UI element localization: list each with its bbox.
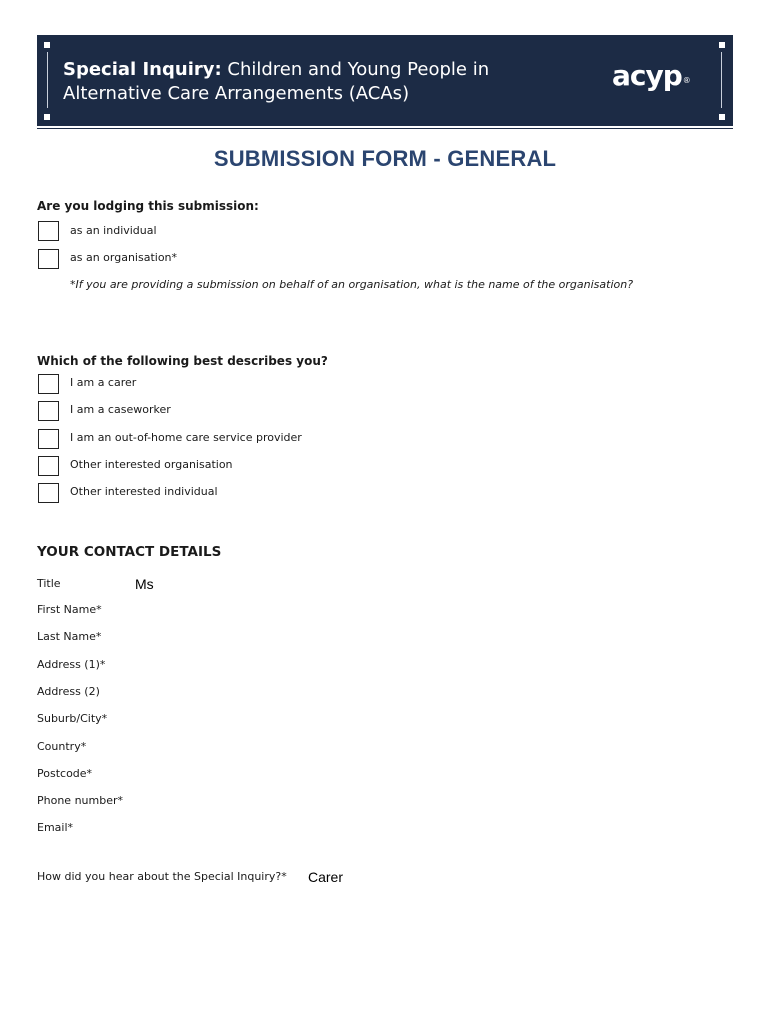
address2-label: Address (2) <box>37 685 100 698</box>
banner-corner-mark <box>44 114 50 120</box>
option-label-organisation: as an organisation* <box>70 251 178 264</box>
address1-field[interactable] <box>130 656 690 674</box>
checkbox-organisation[interactable] <box>38 249 59 269</box>
first-name-label: First Name* <box>37 603 102 616</box>
hear-about-field[interactable] <box>308 868 728 886</box>
banner-title-bold: Special Inquiry: <box>63 59 222 80</box>
address2-field[interactable] <box>130 683 690 701</box>
postcode-label: Postcode* <box>37 767 93 780</box>
banner-corner-mark <box>719 114 725 120</box>
checkbox-other-organisation[interactable] <box>38 456 59 476</box>
first-name-field[interactable] <box>130 601 690 619</box>
title-field[interactable] <box>135 575 695 593</box>
organisation-note: *If you are providing a submission on behalf of an organisation, what is the name of the organisation? <box>70 278 634 291</box>
email-field[interactable] <box>130 819 690 837</box>
describes-question: Which of the following best describes you? <box>37 354 328 368</box>
checkbox-service-provider[interactable] <box>38 429 59 449</box>
hear-about-label: How did you hear about the Special Inquiry?* <box>37 870 287 883</box>
option-label-caseworker: I am a caseworker <box>70 403 171 416</box>
checkbox-carer[interactable] <box>38 374 59 394</box>
option-label-other-organisation: Other interested organisation <box>70 458 233 471</box>
checkbox-other-individual[interactable] <box>38 483 59 503</box>
banner-title-line2: Alternative Care Arrangements (ACAs) <box>63 83 410 104</box>
checkbox-individual[interactable] <box>38 221 59 241</box>
banner-underline <box>37 128 733 129</box>
last-name-label: Last Name* <box>37 630 102 643</box>
logo-registered-mark: ® <box>682 76 690 85</box>
lodging-question: Are you lodging this submission: <box>37 199 259 213</box>
option-label-other-individual: Other interested individual <box>70 485 218 498</box>
logo-text: acyp <box>612 59 682 92</box>
form-title: SUBMISSION FORM - GENERAL <box>213 146 557 171</box>
phone-field[interactable] <box>130 792 690 810</box>
address1-label: Address (1)* <box>37 658 106 671</box>
title-label: Title <box>37 577 61 590</box>
banner-corner-mark <box>44 42 50 48</box>
suburb-label: Suburb/City* <box>37 712 108 725</box>
email-label: Email* <box>37 821 74 834</box>
checkbox-caseworker[interactable] <box>38 401 59 421</box>
banner-corner-mark <box>719 42 725 48</box>
contact-details-heading: YOUR CONTACT DETAILS <box>37 544 222 560</box>
option-label-individual: as an individual <box>70 224 157 237</box>
banner-divider-line <box>47 52 48 108</box>
banner-title-rest: Children and Young People in <box>221 59 490 80</box>
option-label-service-provider: I am an out-of-home care service provider <box>70 431 302 444</box>
banner-divider-line <box>721 52 722 108</box>
country-label: Country* <box>37 740 87 753</box>
postcode-field[interactable] <box>130 765 690 783</box>
option-label-carer: I am a carer <box>70 376 137 389</box>
acyp-logo <box>612 59 690 92</box>
last-name-field[interactable] <box>130 628 690 646</box>
suburb-field[interactable] <box>130 710 690 728</box>
country-field[interactable] <box>130 738 690 756</box>
banner-title <box>63 58 583 106</box>
phone-label: Phone number* <box>37 794 124 807</box>
